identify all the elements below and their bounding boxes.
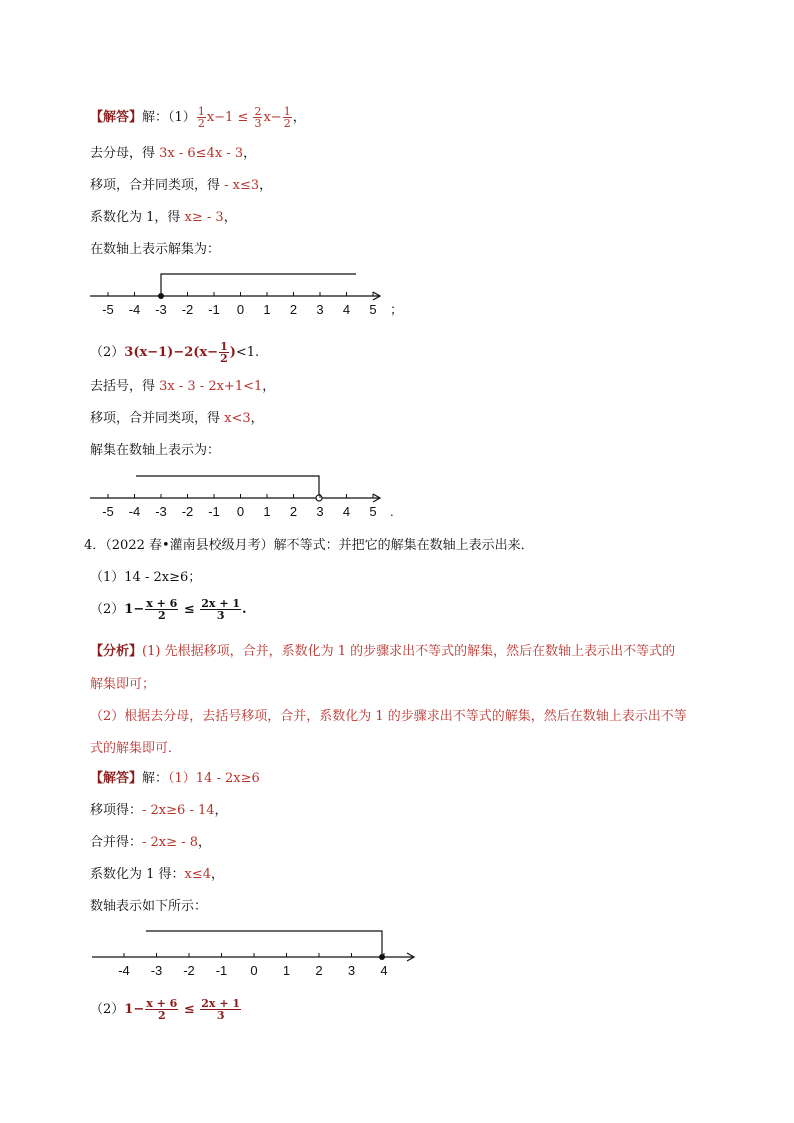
analysis-line-1 bbox=[90, 643, 675, 661]
frac-den: 3 bbox=[254, 117, 262, 130]
punct: ， bbox=[250, 411, 264, 426]
tick-label: -4 bbox=[128, 504, 141, 519]
trailing-punct: . bbox=[390, 504, 394, 519]
trailing-punct: ； bbox=[390, 302, 404, 317]
punct: ， bbox=[243, 146, 257, 161]
frac-den: 2 bbox=[283, 117, 291, 130]
analysis-tag: 【分析】 bbox=[90, 644, 143, 659]
tick-label: -4 bbox=[118, 963, 130, 978]
tick-label: -2 bbox=[181, 302, 194, 317]
expr-part: ≤ bbox=[179, 602, 200, 617]
tick-label: 5 bbox=[369, 302, 377, 317]
tick-label: 2 bbox=[315, 963, 323, 978]
step-text: 移项得： bbox=[90, 803, 143, 818]
punct: ， bbox=[197, 835, 211, 850]
jie-label: 解： bbox=[142, 110, 169, 125]
jie-label: 解： bbox=[142, 771, 169, 786]
tick-label: -3 bbox=[150, 963, 163, 978]
step-text: 系数化为 1 得： bbox=[90, 867, 185, 882]
tick-label: -5 bbox=[102, 504, 114, 519]
expr-part: 3(x−1)−2(x− bbox=[124, 345, 219, 360]
part-label: （2） bbox=[90, 1002, 125, 1017]
tick-label: -2 bbox=[183, 963, 195, 978]
punct: ， bbox=[292, 110, 306, 125]
answer-line-4 bbox=[90, 866, 224, 884]
analysis-text: (1) 先根据移项，合并，系数化为 1 的步骤求出不等式的解集，然后在数轴上表示出不等式的 bbox=[142, 644, 676, 659]
tick-label: -5 bbox=[102, 302, 114, 317]
inequality-expr bbox=[124, 340, 236, 365]
frac-num: 1 bbox=[220, 340, 228, 353]
punct: ， bbox=[223, 210, 237, 225]
expr-part: ) bbox=[229, 345, 236, 360]
step-text: 去分母，得 bbox=[90, 146, 160, 161]
solution-bracket bbox=[146, 931, 382, 957]
frac-den: 2 bbox=[157, 1009, 166, 1022]
frac-den: 2 bbox=[157, 609, 166, 622]
expr-part: 1− bbox=[124, 602, 145, 617]
punct: ， bbox=[214, 803, 228, 818]
tick-label: 3 bbox=[316, 504, 324, 519]
part-label: （1） bbox=[168, 110, 196, 125]
punct: ， bbox=[259, 178, 273, 193]
tick-label: 0 bbox=[250, 963, 258, 978]
step-text: 合并得： bbox=[90, 835, 143, 850]
answer-line-3 bbox=[90, 834, 211, 852]
frac-den: 3 bbox=[216, 1009, 225, 1022]
tick-label: -2 bbox=[181, 504, 194, 519]
solution-line-7 bbox=[90, 378, 275, 396]
number-line-2 bbox=[88, 468, 408, 524]
solution-line-8 bbox=[90, 410, 264, 428]
solution-line-4 bbox=[90, 209, 237, 227]
step-expr: - 2x≥ - 8 bbox=[142, 835, 198, 850]
tick-label: -1 bbox=[208, 302, 220, 317]
tick-label: 2 bbox=[289, 302, 298, 317]
solution-line-2 bbox=[90, 145, 256, 163]
expr-tail: <1. bbox=[235, 345, 260, 360]
solution-line-9: 解集在数轴上表示为： bbox=[90, 443, 221, 458]
step-expr: x<3 bbox=[224, 411, 251, 426]
solution-bracket bbox=[161, 274, 356, 296]
tick-label: 4 bbox=[342, 302, 351, 317]
tick-label: 2 bbox=[289, 504, 298, 519]
answer-line-6 bbox=[90, 998, 242, 1021]
tick-label: -3 bbox=[155, 302, 167, 317]
step-expr: x≥ - 3 bbox=[184, 210, 224, 225]
inequality-expr bbox=[196, 105, 293, 130]
tick-label: 5 bbox=[369, 504, 377, 519]
step-expr: （1）14 - 2x≥6 bbox=[168, 771, 260, 786]
frac-num: 2x + 1 bbox=[201, 997, 241, 1010]
tick-label: 0 bbox=[236, 302, 245, 317]
solution-line-6 bbox=[90, 341, 259, 364]
answer-line-2 bbox=[90, 802, 228, 820]
question-4-part1: （1）14 - 2x≥6； bbox=[90, 570, 202, 585]
step-text: 移项，合并同类项，得 bbox=[90, 178, 225, 193]
step-expr: 3x - 6≤4x - 3 bbox=[159, 146, 244, 161]
step-text: 去括号，得 bbox=[90, 379, 160, 394]
question-4-part2 bbox=[90, 598, 247, 621]
open-point bbox=[316, 495, 322, 501]
punct: ， bbox=[211, 867, 225, 882]
expr-tail: . bbox=[242, 602, 247, 617]
solution-line-3 bbox=[90, 177, 272, 195]
frac-num: 2 bbox=[254, 105, 262, 118]
tick-label: 1 bbox=[263, 504, 271, 519]
number-line-3 bbox=[88, 925, 428, 983]
solution-line-5: 在数轴上表示解集为： bbox=[90, 242, 221, 257]
step-expr: - x≤3 bbox=[224, 178, 260, 193]
part-label: （2） bbox=[90, 345, 125, 360]
tick-label: 1 bbox=[282, 963, 291, 978]
expr-part: ≤ bbox=[179, 1002, 200, 1017]
answer-tag: 【解答】 bbox=[90, 771, 143, 786]
tick-label: 3 bbox=[347, 963, 356, 978]
tick-label: 4 bbox=[380, 963, 388, 978]
question-4-title: 4．（2022 春•灌南县校级月考）解不等式：并把它的解集在数轴上表示出来． bbox=[84, 538, 534, 553]
tick-label: -4 bbox=[128, 302, 141, 317]
tick-label: -1 bbox=[215, 963, 228, 978]
frac-num: x + 6 bbox=[146, 597, 178, 610]
expr-part: 1− bbox=[124, 1002, 145, 1017]
tick-label: 1 bbox=[263, 302, 271, 317]
tick-label: 0 bbox=[236, 504, 245, 519]
part-label: （2） bbox=[90, 602, 125, 617]
tick-label: -1 bbox=[208, 504, 220, 519]
punct: ， bbox=[262, 379, 276, 394]
frac-num: 1 bbox=[197, 105, 205, 118]
number-line-1 bbox=[88, 266, 408, 322]
tick-label: 3 bbox=[316, 302, 324, 317]
frac-den: 2 bbox=[220, 352, 228, 365]
solution-bracket bbox=[136, 476, 319, 495]
step-expr: - 2x≥6 - 14 bbox=[142, 803, 215, 818]
answer-line-1 bbox=[90, 770, 260, 788]
frac-den: 2 bbox=[197, 117, 205, 130]
tick-label: -3 bbox=[155, 504, 167, 519]
step-text: 移项，合并同类项，得 bbox=[90, 411, 225, 426]
solution-line-1 bbox=[90, 106, 306, 129]
frac-num: 2x + 1 bbox=[201, 597, 241, 610]
inequality-expr bbox=[124, 997, 242, 1022]
expr-part: x− bbox=[263, 110, 282, 125]
frac-den: 3 bbox=[216, 609, 225, 622]
answer-tag: 【解答】 bbox=[90, 110, 143, 125]
analysis-line-4: 式的解集即可． bbox=[90, 741, 182, 756]
answer-line-5: 数轴表示如下所示： bbox=[90, 899, 208, 914]
analysis-line-2: 解集即可； bbox=[90, 677, 156, 692]
step-expr: x≤4 bbox=[184, 867, 212, 882]
step-expr: 3x - 3 - 2x+1<1 bbox=[159, 379, 263, 394]
analysis-line-3: （2）根据去分母，去括号移项，合并，系数化为 1 的步骤求出不等式的解集，然后在数轴上表示出不等 bbox=[90, 709, 687, 724]
step-text: 系数化为 1，得 bbox=[90, 210, 185, 225]
expr-part: x−1 ≤ bbox=[206, 110, 253, 125]
tick-label: 4 bbox=[342, 504, 351, 519]
frac-num: 1 bbox=[283, 105, 291, 118]
inequality-expr bbox=[124, 597, 247, 622]
frac-num: x + 6 bbox=[146, 997, 178, 1010]
